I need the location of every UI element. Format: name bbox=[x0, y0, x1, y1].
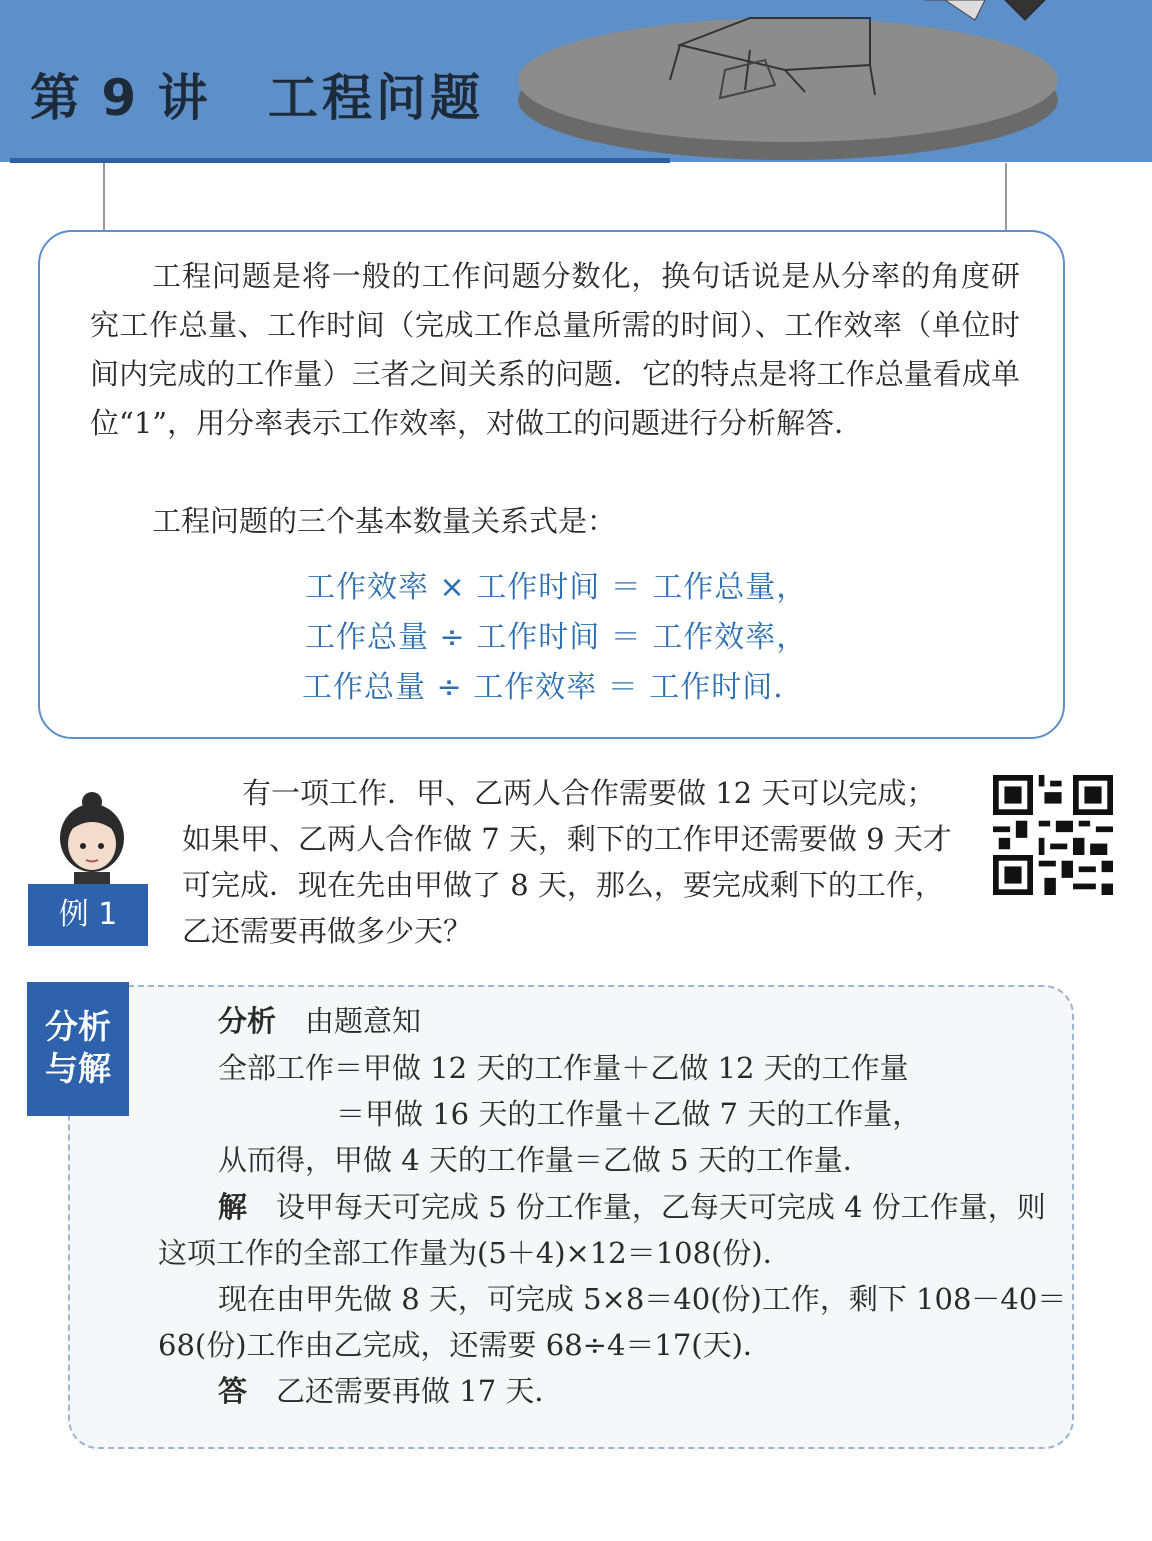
answer-text: 乙还需要再做 17 天． bbox=[276, 1374, 564, 1408]
solution-text-1: 设甲每天可完成 5 份工作量，乙每天可完成 4 份工作量，则 bbox=[276, 1190, 1046, 1224]
example-label: 例 1 bbox=[28, 884, 148, 946]
formula-2: 工作总量 ÷ 工作时间 ＝ 工作效率， bbox=[305, 620, 808, 655]
table-illustration-icon bbox=[505, 0, 1065, 162]
solution-line-4: 68(份)工作由乙完成，还需要 68÷4＝17(天)． bbox=[158, 1328, 772, 1362]
analysis-heading: 分析 bbox=[218, 1004, 277, 1038]
chapter-title: 工程问题 bbox=[268, 69, 484, 127]
formula-3: 工作总量 ÷ 工作效率 ＝ 工作时间． bbox=[302, 670, 805, 705]
hanging-string-left bbox=[103, 163, 105, 235]
intro-formula-lead: 工程问题的三个基本数量关系式是： bbox=[152, 504, 617, 538]
formula-1: 工作效率 × 工作时间 ＝ 工作总量， bbox=[305, 570, 808, 605]
chapter-header bbox=[0, 0, 1152, 162]
solution-line-3: 现在由甲先做 8 天，可完成 5×8＝40(份)工作，剩下 108－40＝ bbox=[218, 1282, 1067, 1316]
solution-heading: 解 bbox=[218, 1190, 248, 1224]
solution-line-1 bbox=[218, 1184, 1046, 1230]
intro-paragraph: 工程问题是将一般的工作问题分数化，换句话说是从分率的角度研究工作总量、工作时间（完成工作总量所需的时间）、工作效率（单位时间内完成的工作量）三者之间关系的问题．它的特点是将工作总量看成单位“1”，用分率表示工作效率，对做工的问题进行分析解答． bbox=[90, 259, 1020, 440]
chapter-number: 第 9 讲 bbox=[30, 69, 210, 127]
answer-heading: 答 bbox=[218, 1374, 248, 1408]
solution-line-2: 这项工作的全部工作量为(5＋4)×12＝108(份)． bbox=[158, 1236, 792, 1270]
girl-avatar-icon bbox=[50, 788, 134, 888]
hanging-string-right bbox=[1005, 163, 1007, 235]
analysis-label-line1: 分析 bbox=[45, 1007, 111, 1046]
analysis-label-line2: 与解 bbox=[45, 1049, 111, 1088]
example-question: 有一项工作．甲、乙两人合作需要做 12 天可以完成；如果甲、乙两人合作做 7 天，剩下的工作甲还需要做 9 天才可完成．现在先由甲做了 8 天，那么，要完成剩下的工作，乙还需要再做多少天？ bbox=[182, 776, 952, 948]
equation-line-1: 全部工作＝甲做 12 天的工作量＋乙做 12 天的工作量 bbox=[218, 1051, 909, 1085]
answer-line bbox=[218, 1368, 563, 1414]
analysis-heading-text: 由题意知 bbox=[305, 1004, 422, 1038]
header-underline bbox=[10, 158, 670, 163]
equation-line-2: ＝甲做 16 天的工作量＋乙做 7 天的工作量， bbox=[336, 1097, 922, 1131]
analysis-heading-line bbox=[218, 998, 421, 1044]
analysis-label bbox=[27, 982, 129, 1116]
equation-line-3: 从而得，甲做 4 天的工作量＝乙做 5 天的工作量． bbox=[218, 1143, 872, 1177]
qr-code-icon[interactable] bbox=[993, 775, 1113, 895]
